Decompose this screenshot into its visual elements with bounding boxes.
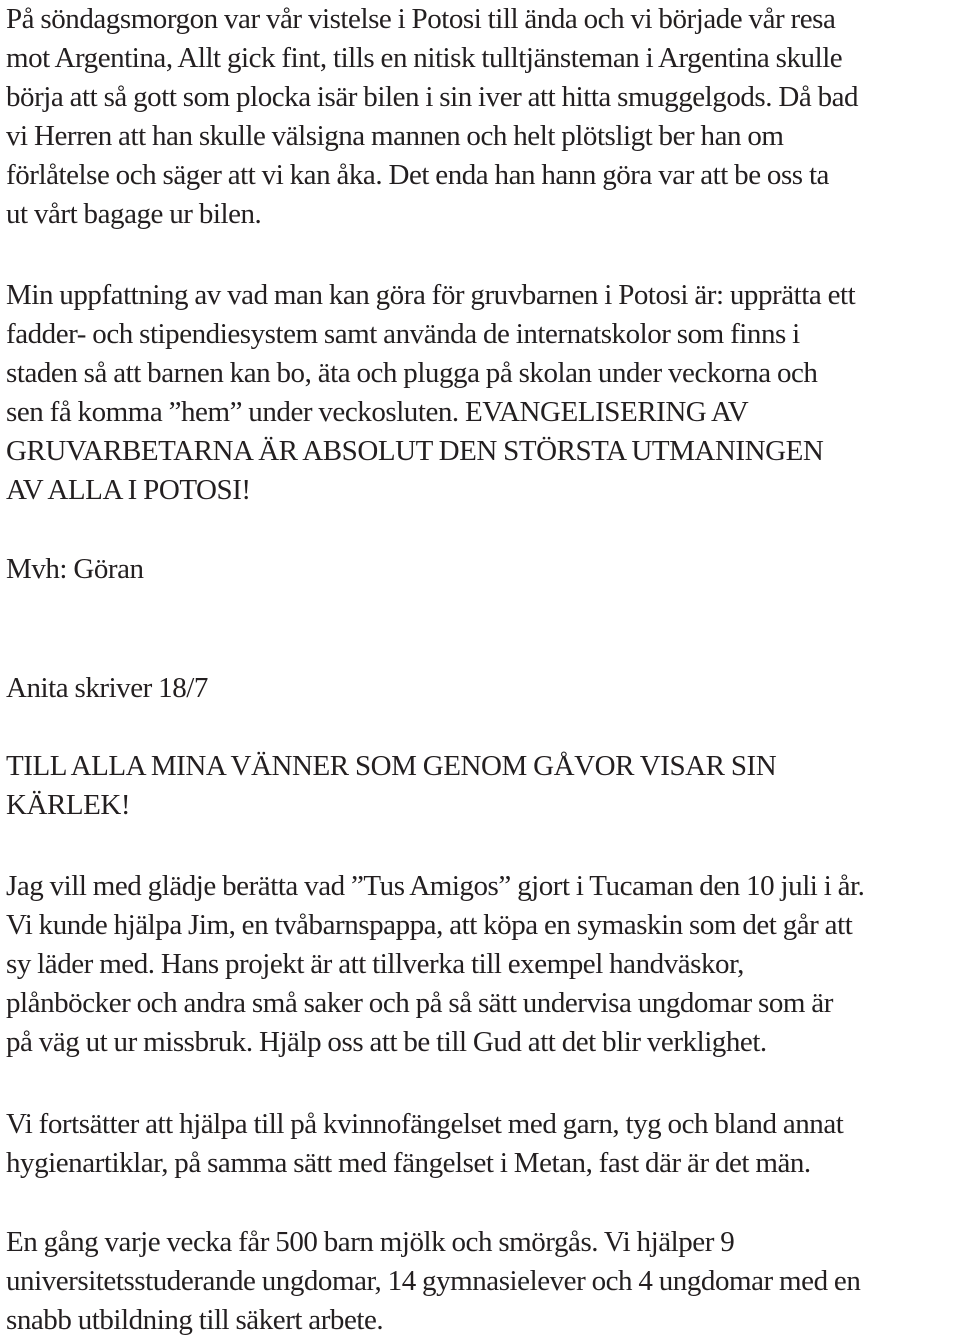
paragraph-prison-help (6, 1105, 956, 1183)
text-line: Jag vill med glädje berätta vad ”Tus Amigos” gjort i Tucaman den 10 juli i år. (6, 870, 865, 902)
text-line: snabb utbildning till säkert arbete. (6, 1304, 384, 1336)
text-line: Min uppfattning av vad man kan göra för gruvbarnen i Potosi är: upprätta ett (6, 279, 856, 311)
paragraph-mining-children (6, 276, 956, 510)
paragraph-journey-argentina (6, 0, 956, 234)
signature-goran (6, 550, 956, 589)
text-line: Vi kunde hjälpa Jim, en tvåbarnspappa, att köpa en symaskin som det går att (6, 909, 853, 941)
text-line: Anita skriver 18/7 (6, 672, 208, 704)
text-line: universitetsstuderande ungdomar, 14 gymnasielever och 4 ungdomar med en (6, 1265, 861, 1297)
paragraph-tus-amigos (6, 867, 956, 1062)
text-line: TILL ALLA MINA VÄNNER SOM GENOM GÅVOR VISAR SIN (6, 750, 777, 782)
text-line: börja att så gott som plocka isär bilen i sin iver att hitta smuggelgods. Då bad (6, 81, 859, 113)
section-heading-anita (6, 669, 956, 708)
text-line: hygienartiklar, på samma sätt med fängelset i Metan, fast där är det män. (6, 1147, 811, 1179)
text-line: fadder- och stipendiesystem samt använda de internatskolor som finns i (6, 318, 800, 350)
text-line: KÄRLEK! (6, 789, 131, 821)
text-line: staden så att barnen kan bo, äta och plugga på skolan under veckorna och (6, 357, 818, 389)
text-line: förlåtelse och säger att vi kan åka. Det enda han hann göra var att be oss ta (6, 159, 829, 191)
text-line: sen få komma ”hem” under veckosluten. EVANGELISERING AV (6, 396, 749, 428)
text-line: mot Argentina, Allt gick fint, tills en nitisk tulltjänsteman i Argentina skulle (6, 42, 843, 74)
text-line: sy läder med. Hans projekt är att tillverka till exempel handväskor, (6, 948, 744, 980)
text-line: På söndagsmorgon var vår vistelse i Potosi till ända och vi började vår resa (6, 3, 836, 35)
text-line: En gång varje vecka får 500 barn mjölk och smörgås. Vi hjälper 9 (6, 1226, 735, 1258)
text-line: plånböcker och andra små saker och på så sätt undervisa ungdomar som är (6, 987, 833, 1019)
text-line: Vi fortsätter att hjälpa till på kvinnofängelset med garn, tyg och bland annat (6, 1108, 844, 1140)
text-line: Mvh: Göran (6, 553, 144, 585)
paragraph-weekly-help (6, 1223, 956, 1340)
text-line: ut vårt bagage ur bilen. (6, 198, 262, 230)
text-line: GRUVARBETARNA ÄR ABSOLUT DEN STÖRSTA UTMANINGEN (6, 435, 824, 467)
text-line: vi Herren att han skulle välsigna mannen och helt plötsligt ber han om (6, 120, 784, 152)
heading-to-friends (6, 747, 956, 825)
text-line: på väg ut ur missbruk. Hjälp oss att be till Gud att det blir verklighet. (6, 1026, 767, 1058)
text-line: AV ALLA I POTOSI! (6, 474, 251, 506)
